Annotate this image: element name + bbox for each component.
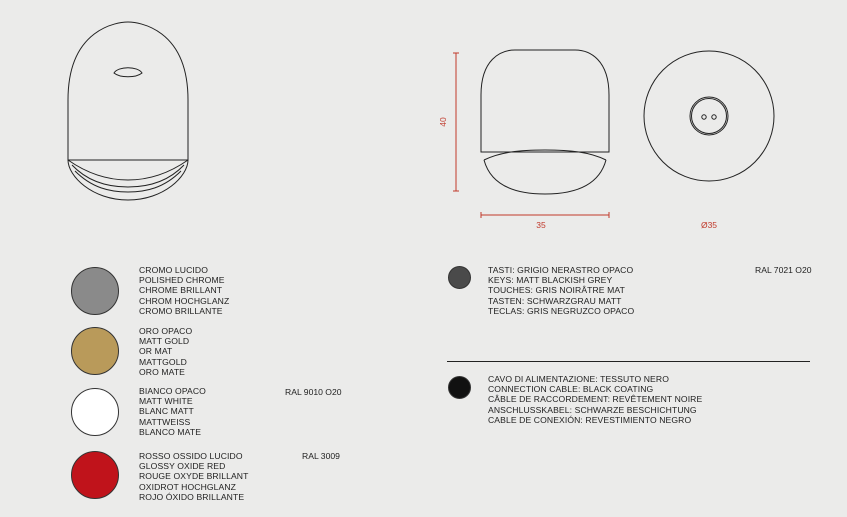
gold-swatch [71, 327, 119, 375]
keys-line: TASTEN: SCHWARZGRAU MATT [488, 295, 622, 306]
keys-ral-code: RAL 7021 O20 [755, 265, 812, 275]
finish-line: BLANC MATT [139, 406, 194, 417]
keys-description [488, 265, 634, 316]
finish-line: OXIDROT HOCHGLANZ [139, 481, 237, 492]
side-view [481, 50, 609, 194]
finish-line: POLISHED CHROME [139, 275, 225, 286]
height-dimension: 40 [438, 117, 448, 127]
cable-line: CABLE DE CONEXIÓN: REVESTIMIENTO NEGRO [488, 414, 692, 425]
finish-line: GLOSSY OXIDE RED [139, 461, 226, 472]
keys-line: TOUCHES: GRIS NOIRÂTRE MAT [488, 285, 625, 296]
cable-line: CONNECTION CABLE: BLACK COATING [488, 384, 654, 395]
finish-line: CHROM HOCHGLANZ [139, 295, 230, 306]
finish-line: CROMO LUCIDO [139, 265, 208, 275]
finish-line: CROMO BRILLANTE [139, 305, 223, 316]
finish-line: CHROME BRILLANT [139, 285, 223, 296]
keys-line: KEYS: MATT BLACKISH GREY [488, 275, 613, 286]
white-swatch [71, 388, 119, 436]
cable-swatch [448, 376, 471, 399]
finish-line: MATT GOLD [139, 336, 190, 347]
red-swatch [71, 451, 119, 499]
finish-line: MATT WHITE [139, 396, 193, 407]
finish-line: ORO MATE [139, 366, 185, 377]
perspective-view [68, 22, 188, 200]
red-description [139, 451, 248, 502]
width-dimension: 35 [536, 220, 546, 230]
finish-line: BLANCO MATE [139, 426, 202, 437]
finish-line: BIANCO OPACO [139, 386, 206, 396]
cable-line: CAVO DI ALIMENTAZIONE: TESSUTO NERO [488, 374, 669, 384]
keys-line: TECLAS: GRIS NEGRUZCO OPACO [488, 305, 635, 316]
chrome-description [139, 265, 229, 316]
finish-line: MATTGOLD [139, 356, 187, 367]
finish-line: ROSSO OSSIDO LUCIDO [139, 451, 243, 461]
finish-line: ROJO ÓXIDO BRILLANTE [139, 491, 245, 502]
keys-line: TASTI: GRIGIO NERASTRO OPACO [488, 265, 634, 275]
white-ral-code: RAL 9010 O20 [285, 387, 342, 397]
finish-line: OR MAT [139, 346, 173, 357]
divider [447, 361, 810, 362]
top-view [644, 51, 774, 181]
chrome-swatch [71, 267, 119, 315]
cable-description [488, 374, 702, 425]
red-ral-code: RAL 3009 [302, 451, 340, 461]
white-description [139, 386, 206, 437]
cable-line: ANSCHLUSSKABEL: SCHWARZE BESCHICHTUNG [488, 404, 697, 415]
finish-line: ORO OPACO [139, 326, 193, 336]
cable-line: CÂBLE DE RACCORDEMENT: REVÊTEMENT NOIRE [488, 394, 703, 405]
finish-line: MATTWEISS [139, 416, 191, 427]
gold-description [139, 326, 192, 377]
keys-swatch [448, 266, 471, 289]
finish-line: ROUGE OXYDE BRILLANT [139, 471, 249, 482]
diameter-dimension: Ø35 [700, 220, 718, 230]
